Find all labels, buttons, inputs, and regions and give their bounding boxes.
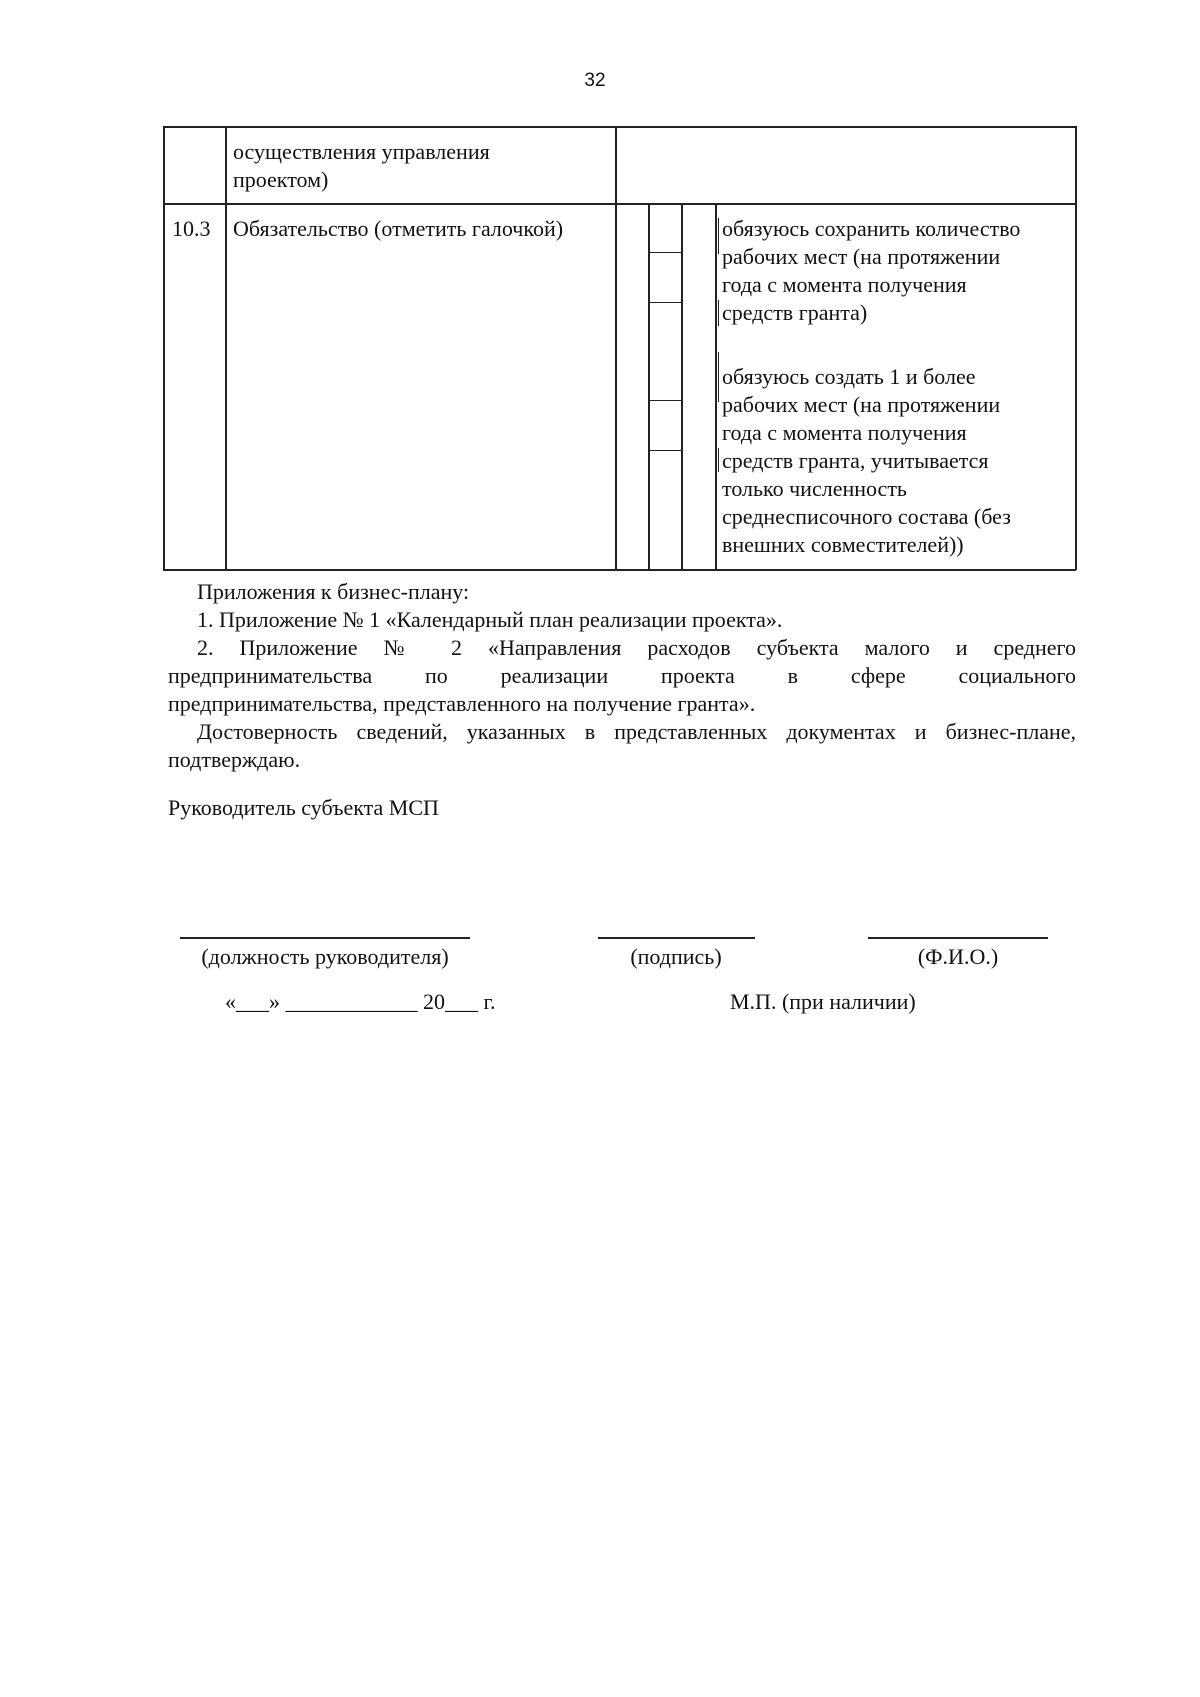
checkbox-keep-jobs[interactable] <box>650 205 681 251</box>
name-line[interactable] <box>868 937 1048 939</box>
confirmation-line-2: подтверждаю. <box>168 747 301 772</box>
checkbox-create-jobs[interactable] <box>650 353 681 399</box>
appendix-item-2-line-2: предпринимательства по реализации проекта в сфере социального <box>168 663 1076 688</box>
stamp-note: М.П. (при наличии) <box>730 989 916 1014</box>
head-label: Руководитель субъекта МСП <box>168 795 439 820</box>
option-create-jobs-text: обязуюсь создать 1 и более рабочих мест (на протяжении года с момента получения средств гранта, учитывается только численность среднесписочного состава (без внешних совместителей)) <box>722 364 1011 557</box>
prev-row-label: осуществления управления проектом) <box>233 139 490 192</box>
row-number: 10.3 <box>172 216 211 241</box>
appendix-item-2-line-1: 2. Приложение № 2 «Направления расходов субъекта малого и среднего <box>197 635 1076 660</box>
appendix-item-2-line-3: предпринимательства, представленного на получение гранта». <box>168 691 756 716</box>
name-caption: (Ф.И.О.) <box>917 944 999 969</box>
option-keep-jobs-text: обязуюсь сохранить количество рабочих мест (на протяжении года с момента получения средств гранта) <box>722 216 1021 325</box>
position-line[interactable] <box>180 937 470 939</box>
appendix-item-1: 1. Приложение № 1 «Календарный план реализации проекта». <box>197 607 783 632</box>
confirmation-line-1: Достоверность сведений, указанных в представленных документах и бизнес-плане, <box>197 719 1076 744</box>
signature-caption: (подпись) <box>630 944 722 969</box>
signature-line[interactable] <box>598 937 755 939</box>
position-caption: (должность руководителя) <box>201 944 449 969</box>
date-line: «___» ____________ 20___ г. <box>225 989 496 1014</box>
page-number: 32 <box>584 70 606 91</box>
appendices-heading: Приложения к бизнес-плану: <box>197 579 470 604</box>
row-label: Обязательство (отметить галочкой) <box>233 216 564 241</box>
